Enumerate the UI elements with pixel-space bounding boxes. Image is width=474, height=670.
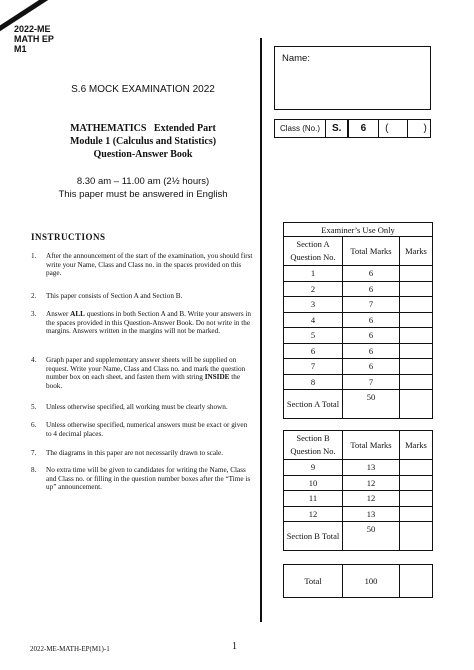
class-form: 6 xyxy=(347,119,379,138)
paper-code-corner xyxy=(14,24,54,54)
page-number: 1 xyxy=(232,641,237,652)
marks-input-cell[interactable] xyxy=(400,460,433,476)
section-b-total-label: Section B Total xyxy=(284,522,343,551)
total-marks-cell: 12 xyxy=(343,475,400,491)
class-number-close: ) xyxy=(407,119,431,138)
instruction-item: 4. Graph paper and supplementary answer sheets will be supplied on request. Write your Name, Class and Class no. and mark the question number box on each sheet, and fasten them with string INSIDE the book. xyxy=(31,356,246,390)
subject-block xyxy=(40,122,246,161)
corner-line-2: MATH EP xyxy=(14,34,54,44)
total-marks-cell: 7 xyxy=(343,374,400,390)
section-a-marks-total-cell[interactable] xyxy=(400,390,433,419)
marks-input-cell[interactable] xyxy=(400,312,433,328)
question-number: 5 xyxy=(284,328,343,344)
name-field[interactable] xyxy=(274,46,431,110)
class-prefix: S. xyxy=(325,119,349,138)
grand-total-table xyxy=(283,564,433,598)
question-number: 4 xyxy=(284,312,343,328)
corner-line-1: 2022-ME xyxy=(14,24,51,34)
question-number: 10 xyxy=(284,475,343,491)
grand-total-label: Total xyxy=(284,565,343,598)
question-number: 9 xyxy=(284,460,343,476)
instruction-item: 8. No extra time will be given to candidates for writing the Name, Class and Class no. or filling in the question number boxes after the “Time is up” announcement. xyxy=(31,466,251,492)
footer-paper-code: 2022-ME-MATH-EP(M1)-1 xyxy=(30,645,110,653)
question-number: 1 xyxy=(284,266,343,282)
class-number-row xyxy=(274,119,433,138)
col-question-no: Section A Question No. xyxy=(284,237,343,266)
col-marks: Marks xyxy=(400,431,433,460)
instruction-item: 5. Unless otherwise specified, all working must be clearly shown. xyxy=(31,403,228,411)
section-a-total-label: Section A Total xyxy=(284,390,343,419)
question-number: 12 xyxy=(284,506,343,522)
question-number: 11 xyxy=(284,491,343,507)
marks-input-cell[interactable] xyxy=(400,359,433,375)
marks-input-cell[interactable] xyxy=(400,506,433,522)
col-marks: Marks xyxy=(400,237,433,266)
total-marks-cell: 7 xyxy=(343,297,400,313)
section-b-marks-table xyxy=(283,430,433,551)
marks-input-cell[interactable] xyxy=(400,297,433,313)
question-number: 2 xyxy=(284,281,343,297)
total-marks-cell: 6 xyxy=(343,359,400,375)
subject-line-3: Question-Answer Book xyxy=(93,149,193,160)
marks-input-cell[interactable] xyxy=(400,475,433,491)
instructions-heading: INSTRUCTIONS xyxy=(31,232,106,242)
total-marks-cell: 6 xyxy=(343,343,400,359)
column-divider xyxy=(260,38,262,622)
class-label: Class (No.) xyxy=(274,119,326,138)
marks-input-cell[interactable] xyxy=(400,343,433,359)
total-marks-cell: 12 xyxy=(343,491,400,507)
exam-time: 8.30 am – 11.00 am (2½ hours) xyxy=(76,176,210,187)
question-number: 7 xyxy=(284,359,343,375)
total-marks-cell: 6 xyxy=(343,281,400,297)
total-marks-cell: 6 xyxy=(343,312,400,328)
section-a-marks-table xyxy=(283,222,433,419)
question-number: 3 xyxy=(284,297,343,313)
instruction-item: 3. Answer ALL questions in both Section A and B. Write your answers in the spaces provided in this Question-Answer Book. Do not write in the margins. Answers written in the margins will not be marked. xyxy=(31,310,252,336)
question-number: 6 xyxy=(284,343,343,359)
col-question-no: Section B Question No. xyxy=(284,431,343,460)
instruction-item: 6. Unless otherwise specified, numerical answers must be exact or given to 4 decimal places. xyxy=(31,421,248,438)
subject-line-1: MATHEMATICS Extended Part xyxy=(70,123,216,134)
language-note: This paper must be answered in English xyxy=(58,189,228,200)
col-total-marks: Total Marks xyxy=(343,431,400,460)
marks-input-cell[interactable] xyxy=(400,266,433,282)
total-marks-cell: 6 xyxy=(343,328,400,344)
exam-title: S.6 MOCK EXAMINATION 2022 xyxy=(71,84,215,95)
total-marks-cell: 13 xyxy=(343,460,400,476)
examiner-caption: Examiner’s Use Only xyxy=(284,223,433,237)
corner-line-3: M1 xyxy=(14,44,27,54)
total-marks-cell: 13 xyxy=(343,506,400,522)
instruction-item: 2. This paper consists of Section A and Section B. xyxy=(31,292,183,300)
question-number: 8 xyxy=(284,374,343,390)
instruction-item: 7. The diagrams in this paper are not necessarily drawn to scale. xyxy=(31,449,224,457)
marks-input-cell[interactable] xyxy=(400,491,433,507)
subject-line-2: Module 1 (Calculus and Statistics) xyxy=(69,136,217,147)
name-label: Name: xyxy=(282,53,310,64)
section-b-total: 50 xyxy=(343,522,400,551)
grand-total-value: 100 xyxy=(343,565,400,598)
section-b-marks-total-cell[interactable] xyxy=(400,522,433,551)
marks-input-cell[interactable] xyxy=(400,328,433,344)
marks-input-cell[interactable] xyxy=(400,281,433,297)
grand-total-marks-cell[interactable] xyxy=(400,565,433,598)
marks-input-cell[interactable] xyxy=(400,374,433,390)
class-number-field[interactable]: ( xyxy=(378,119,408,138)
col-total-marks: Total Marks xyxy=(343,237,400,266)
total-marks-cell: 6 xyxy=(343,266,400,282)
instruction-item: 1. After the announcement of the start of the examination, you should first write your Name, Class and Class no. in the spaces provided on this page. xyxy=(31,252,253,278)
section-a-total: 50 xyxy=(343,390,400,419)
